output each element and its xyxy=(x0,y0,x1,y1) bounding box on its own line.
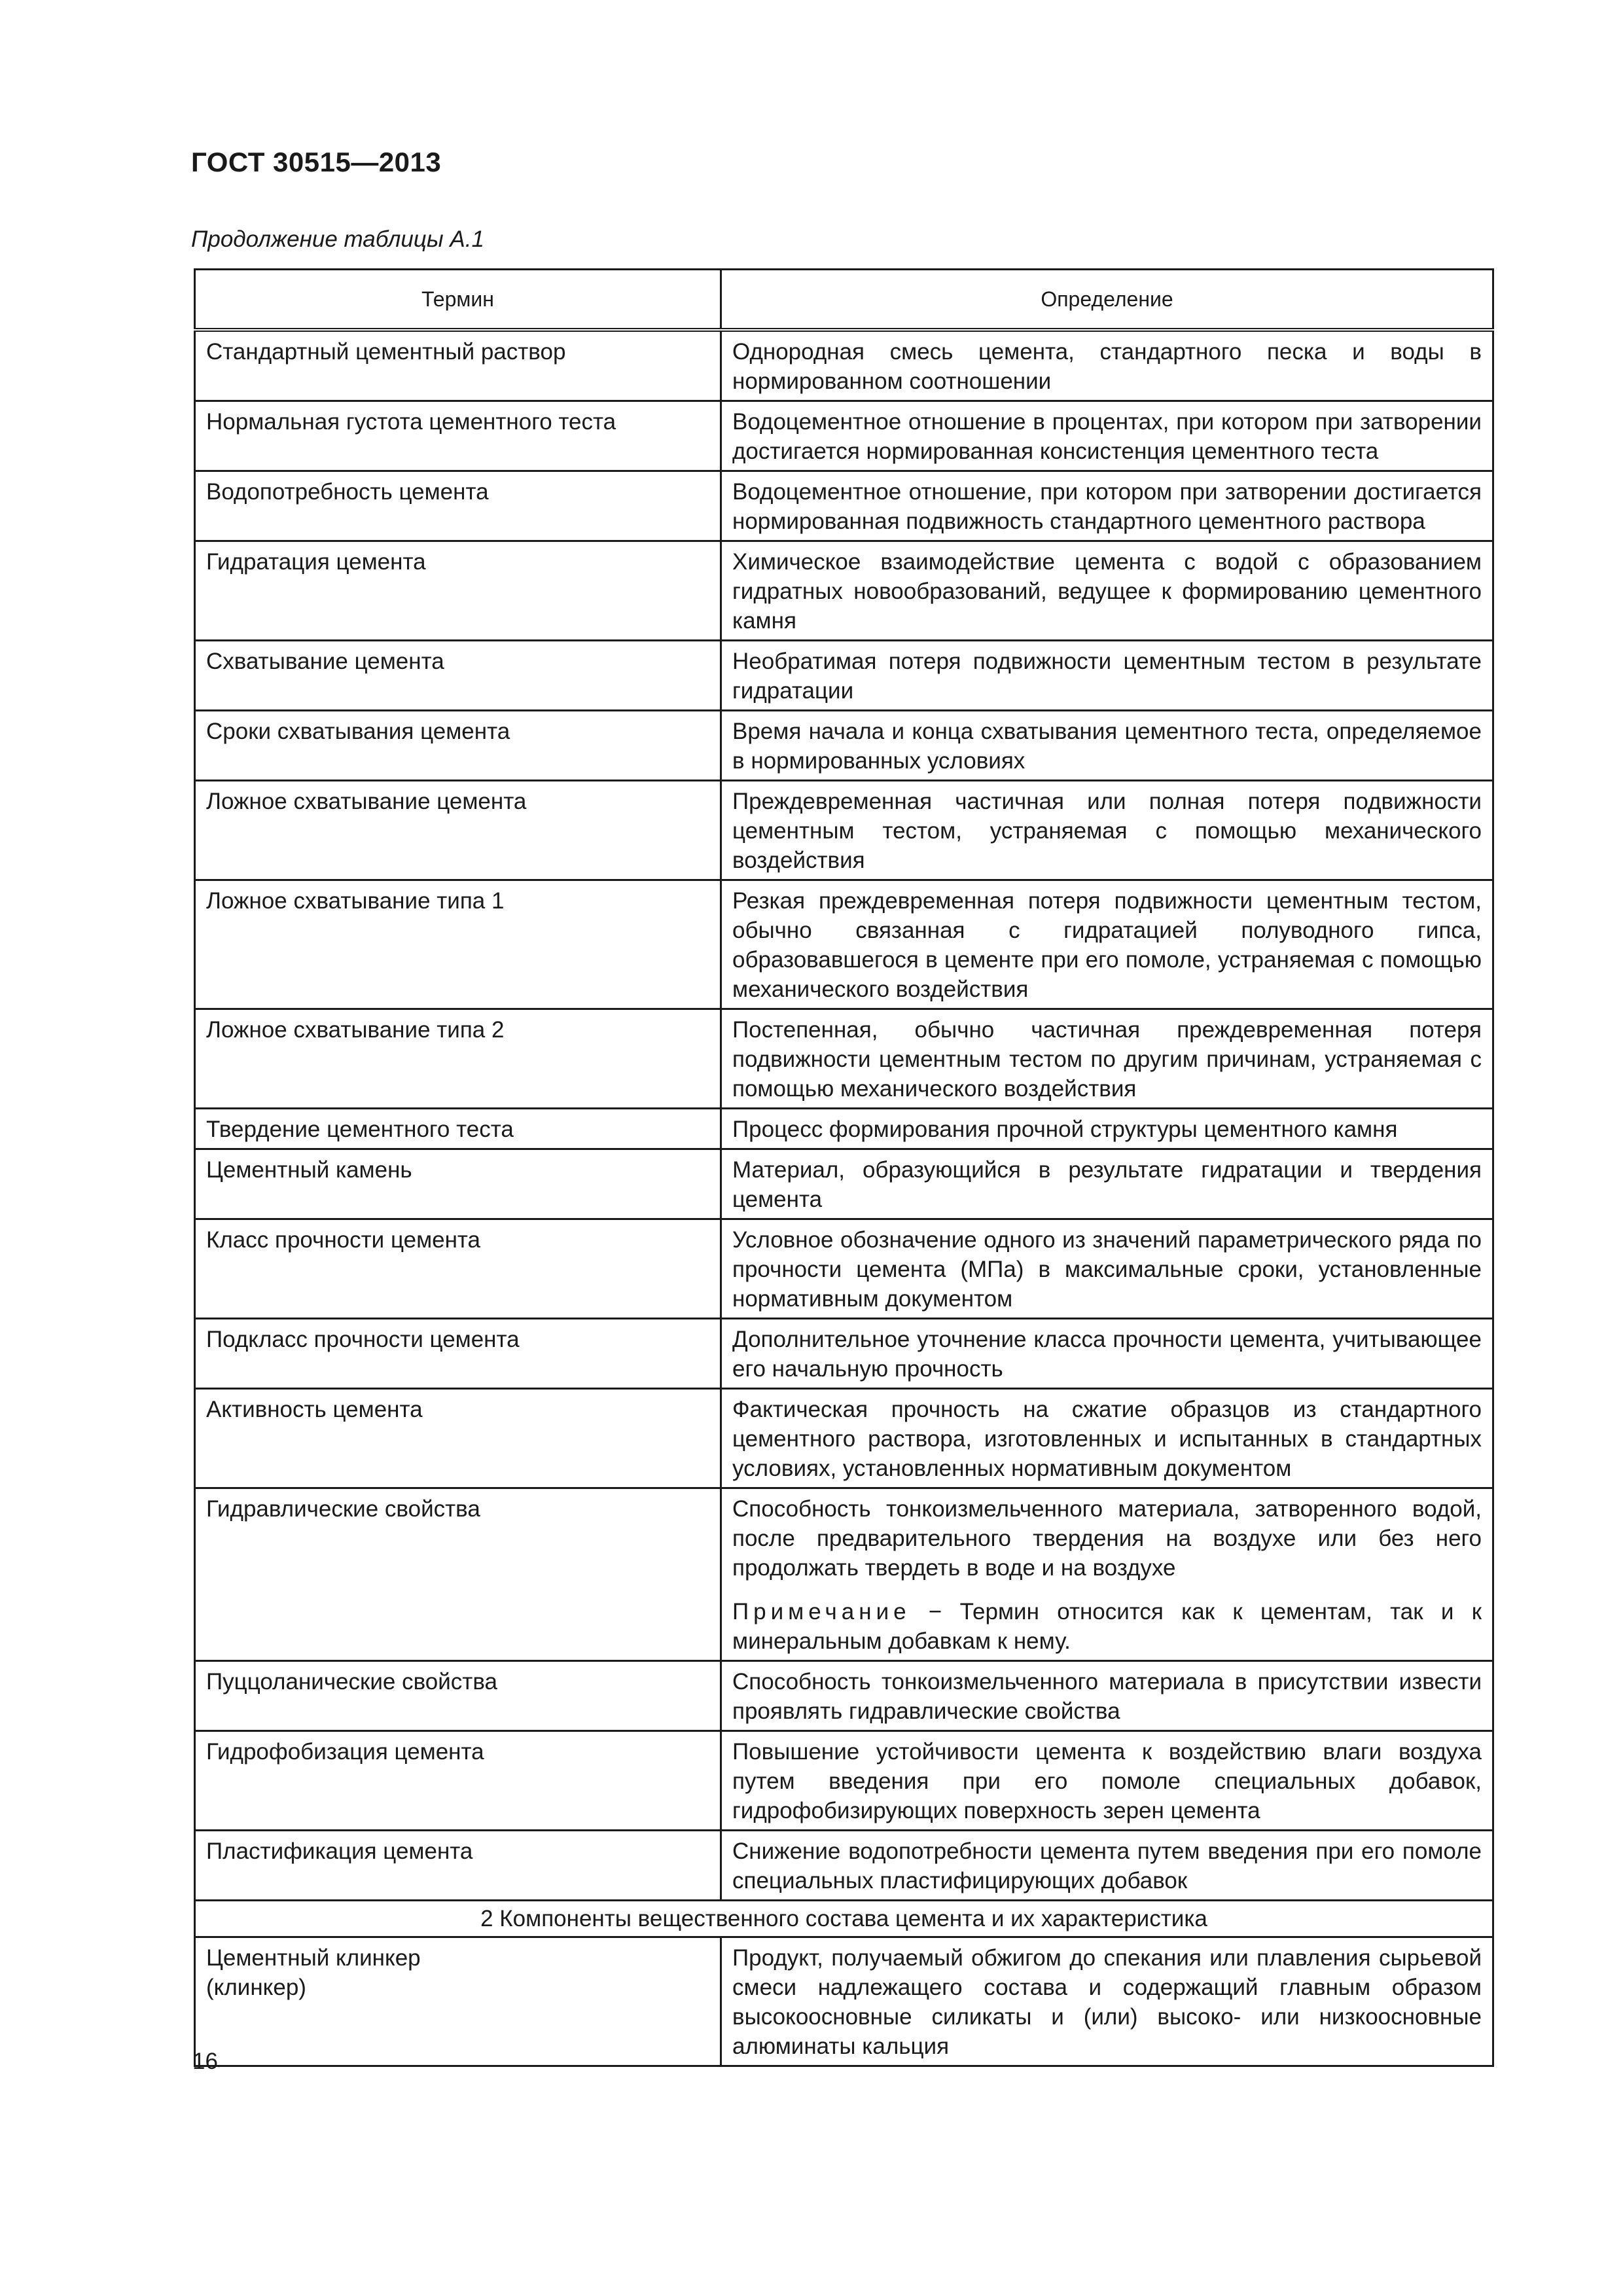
term-cell: Водопотребность цемента xyxy=(195,471,721,541)
term-cell: Активность цемента xyxy=(195,1389,721,1488)
definition-cell: Химическое взаимодействие цемента с водой с образованием гидратных новообразований, ведущее к формированию цементного камня xyxy=(721,541,1493,641)
term-cell: Гидрофобизация цемента xyxy=(195,1731,721,1831)
definition-cell xyxy=(721,1488,1493,1661)
definition-cell: Способность тонкоизмельченного материала в присутствии извести проявлять гидравлические свойства xyxy=(721,1661,1493,1731)
note-label: Примечание xyxy=(732,1599,911,1624)
definition-cell: Снижение водопотребности цемента путем введения при его помоле специальных пластифицирующих добавок xyxy=(721,1831,1493,1901)
note-text: − Термин относится как к цементам, так и к минеральным добавкам к нему. xyxy=(732,1599,1482,1654)
terms-table xyxy=(194,268,1494,2067)
table-row xyxy=(195,1661,1493,1731)
table-row xyxy=(195,711,1493,781)
term-cell: Ложное схватывание цемента xyxy=(195,781,721,880)
table-row xyxy=(195,541,1493,641)
table-row xyxy=(195,1389,1493,1488)
section-heading-row xyxy=(195,1901,1493,1937)
table-caption: Продолжение таблицы А.1 xyxy=(191,226,484,252)
term-cell: Стандартный цементный раствор xyxy=(195,330,721,401)
term-cell: Нормальная густота цементного теста xyxy=(195,401,721,471)
definition-cell: Дополнительное уточнение класса прочности цемента, учитывающее его начальную прочность xyxy=(721,1319,1493,1389)
document-header: ГОСТ 30515—2013 xyxy=(191,147,442,177)
column-header-term: Термин xyxy=(195,270,721,331)
term-line: Цементный клинкер xyxy=(206,1945,421,1971)
term-cell: Гидравлические свойства xyxy=(195,1488,721,1661)
table-header-row xyxy=(195,270,1493,331)
term-cell: Пластификация цемента xyxy=(195,1831,721,1901)
table-row xyxy=(195,1831,1493,1901)
term-cell: Твердение цементного теста xyxy=(195,1109,721,1149)
term-cell: Ложное схватывание типа 1 xyxy=(195,880,721,1009)
term-cell: Ложное схватывание типа 2 xyxy=(195,1009,721,1109)
table-row xyxy=(195,1319,1493,1389)
definition-cell: Фактическая прочность на сжатие образцов из стандартного цементного раствора, изготовленных и испытанных в стандартных условиях, установленных нормативным документом xyxy=(721,1389,1493,1488)
table-row xyxy=(195,641,1493,711)
table-row xyxy=(195,781,1493,880)
table-row xyxy=(195,1937,1493,2066)
definition-cell: Постепенная, обычно частичная преждевременная потеря подвижности цементным тестом по другим причинам, устраняемая с помощью механического воздействия xyxy=(721,1009,1493,1109)
definition-cell: Повышение устойчивости цемента к воздействию влаги воздуха путем введения при его помоле специальных добавок, гидрофобизирующих поверхность зерен цемента xyxy=(721,1731,1493,1831)
definition-cell: Время начала и конца схватывания цементного теста, определяемое в нормированных условиях xyxy=(721,711,1493,781)
definition-cell: Однородная смесь цемента, стандартного песка и воды в нормированном соотношении xyxy=(721,330,1493,401)
definition-note xyxy=(732,1597,1482,1656)
definition-cell: Продукт, получаемый обжигом до спекания или плавления сырьевой смеси надлежащего состава и содержащий главным образом высокоосновные силикаты и (или) высоко- или низкоосновные алюминаты кальция xyxy=(721,1937,1493,2066)
term-cell: Подкласс прочности цемента xyxy=(195,1319,721,1389)
term-cell: Пуццоланические свойства xyxy=(195,1661,721,1731)
definition-text: Способность тонкоизмельченного материала, затворенного водой, после предварительного твердения на воздухе или без него продолжать твердеть в воде и на воздухе xyxy=(732,1496,1482,1581)
table-row xyxy=(195,1149,1493,1219)
table-row xyxy=(195,1219,1493,1319)
table-row xyxy=(195,401,1493,471)
definition-cell: Материал, образующийся в результате гидратации и твердения цемента xyxy=(721,1149,1493,1219)
table-row xyxy=(195,1488,1493,1661)
table-row xyxy=(195,330,1493,401)
definition-cell: Необратимая потеря подвижности цементным тестом в результате гидратации xyxy=(721,641,1493,711)
section-heading: 2 Компоненты вещественного состава цемента и их характеристика xyxy=(195,1901,1493,1937)
term-line: (клинкер) xyxy=(206,1975,306,2000)
definition-cell: Преждевременная частичная или полная потеря подвижности цементным тестом, устраняемая с помощью механического воздействия xyxy=(721,781,1493,880)
term-cell xyxy=(195,1937,721,2066)
page-number: 16 xyxy=(192,2049,218,2074)
table-row xyxy=(195,1731,1493,1831)
definition-cell: Условное обозначение одного из значений параметрического ряда по прочности цемента (МПа) в максимальные сроки, установленные нормативным документом xyxy=(721,1219,1493,1319)
table-row xyxy=(195,1009,1493,1109)
table-row xyxy=(195,1109,1493,1149)
definition-cell: Процесс формирования прочной структуры цементного камня xyxy=(721,1109,1493,1149)
definition-cell: Резкая преждевременная потеря подвижности цементным тестом, обычно связанная с гидратацией полуводного гипса, образовавшегося в цементе при его помоле, устраняемая с помощью механического воздействия xyxy=(721,880,1493,1009)
term-cell: Схватывание цемента xyxy=(195,641,721,711)
column-header-definition: Определение xyxy=(721,270,1493,331)
definition-cell: Водоцементное отношение, при котором при затворении достигается нормированная подвижность стандартного цементного раствора xyxy=(721,471,1493,541)
term-cell: Сроки схватывания цемента xyxy=(195,711,721,781)
definition-cell: Водоцементное отношение в процентах, при котором при затворении достигается нормированная консистенция цементного теста xyxy=(721,401,1493,471)
table-row xyxy=(195,880,1493,1009)
table-row xyxy=(195,471,1493,541)
term-cell: Класс прочности цемента xyxy=(195,1219,721,1319)
term-cell: Гидратация цемента xyxy=(195,541,721,641)
term-cell: Цементный камень xyxy=(195,1149,721,1219)
